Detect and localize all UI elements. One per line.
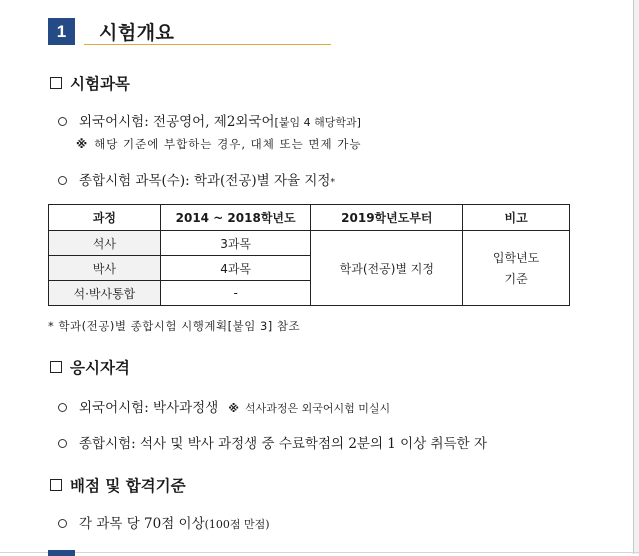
subjects-item1-small: [붙임 4 해당학과] [274,116,361,129]
circle-bullet-icon [58,176,67,185]
circle-bullet-icon [58,519,67,528]
eligibility-item-foreign-language [58,396,390,416]
circle-bullet-icon [58,403,67,412]
table-header: 과정 [49,205,161,231]
grading-heading-text: 배점 및 합격기준 [70,477,186,495]
subjects-item1-text: 외국어시험: 전공영어, 제2외국어 [79,114,275,130]
next-section-badge [48,550,75,556]
eligibility-item2-text: 종합시험: 석사 및 박사 과정생 중 수료학점의 2분의 1 이상 취득한 자 [79,436,487,452]
table-header: 비고 [463,205,570,231]
table-cell-from2019: 학과(전공)별 지정 [311,231,463,306]
circle-bullet-icon [58,117,67,126]
table-footnote: * 학과(전공)별 종합시험 시행계획[붙임 3] 참조 [48,319,301,333]
remark-line-1: 입학년도 [492,251,540,265]
subjects-heading-text: 시험과목 [70,75,130,93]
reference-mark-icon: ※ [228,402,239,415]
table-cell-course: 박사 [49,256,161,281]
reference-mark-icon: ※ [76,137,89,151]
table-cell-course: 석·박사통합 [49,281,161,306]
table-row [49,231,570,256]
section-underline [84,44,331,45]
table-cell-before: 3과목 [160,231,311,256]
page-edge [634,0,639,554]
grading-item1-text: 각 과목 당 70점 이상 [79,516,205,532]
table-cell-course: 석사 [49,231,161,256]
grading-item-passing [58,512,270,532]
eligibility-heading-text: 응시자격 [70,359,130,377]
subjects-item1-note [76,136,362,152]
subjects-item2-mark: * [330,178,335,188]
subjects-heading [50,72,130,94]
section-header [48,18,331,46]
table-cell-remark [463,231,570,306]
subjects-table [48,204,570,306]
table-cell-before: - [160,281,311,306]
circle-bullet-icon [58,439,67,448]
eligibility-item1-small: 석사과정은 외국어시험 미실시 [244,402,391,415]
subjects-item1-note-text: 해당 기준에 부합하는 경우, 대체 또는 면제 가능 [94,137,362,151]
grading-heading [50,474,186,496]
subjects-item-comprehensive [58,169,335,189]
square-bullet-icon [50,361,62,373]
subjects-item-foreign-language [58,110,361,130]
grading-item1-small: (100점 만점) [204,518,270,531]
square-bullet-icon [50,77,62,89]
table-header: 2019학년도부터 [311,205,463,231]
table-header-row [49,205,570,231]
table-header: 2014 ~ 2018학년도 [160,205,311,231]
eligibility-item1-text: 외국어시험: 박사과정생 [79,400,219,416]
table-cell-before: 4과목 [160,256,311,281]
page-border-bottom [0,552,639,553]
eligibility-item-comprehensive [58,432,487,452]
square-bullet-icon [50,479,62,491]
remark-line-2: 기준 [504,272,528,286]
page-border [633,0,634,554]
eligibility-heading [50,356,130,378]
section-title: 시험개요 [99,22,175,44]
subjects-item2-text: 종합시험 과목(수): 학과(전공)별 자율 지정 [79,173,331,189]
section-number-badge: 1 [48,18,75,45]
